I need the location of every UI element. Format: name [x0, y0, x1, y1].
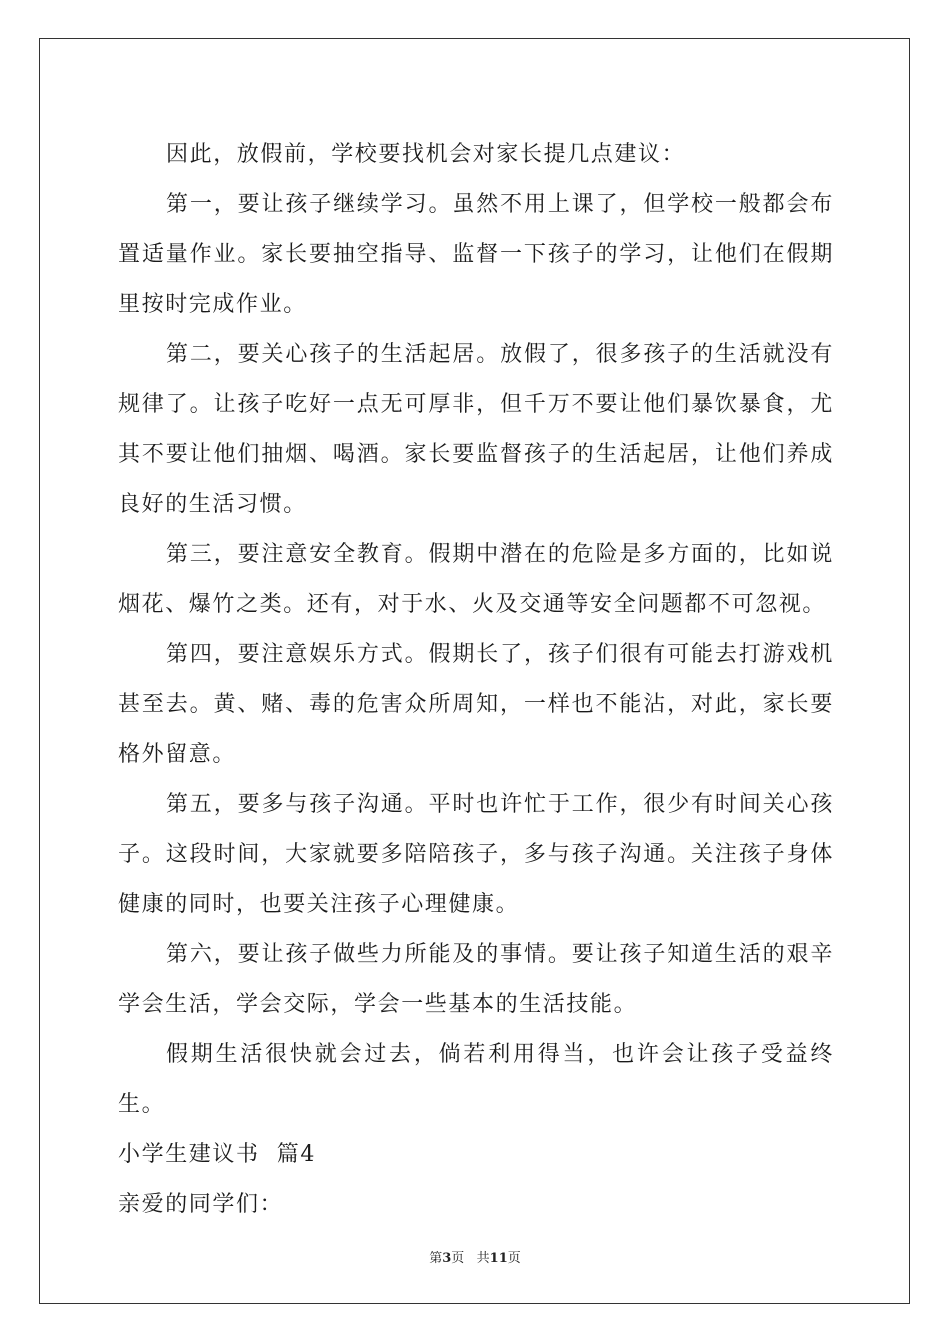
footer-page-number: 3 [442, 1251, 452, 1266]
paragraph-fourth: 第四，要注意娱乐方式。假期长了，孩子们很有可能去打游戏机甚至去。黄、赌、毒的危害众所周知，一样也不能沾，对此，家长要格外留意。 [118, 642, 834, 767]
page-footer [0, 1247, 950, 1266]
paragraph-second: 第二，要关心孩子的生活起居。放假了，很多孩子的生活就没有规律了。让孩子吃好一点无可厚非，但千万不要让他们暴饮暴食，尤其不要让他们抽烟、喝酒。家长要监督孩子的生活起居，让他们养成良好的生活习惯。 [118, 342, 834, 517]
section-heading: 小学生建议书 篇4 [118, 1142, 316, 1167]
paragraph-first: 第一，要让孩子继续学习。虽然不用上课了，但学校一般都会布置适量作业。家长要抽空指导、监督一下孩子的学习，让他们在假期里按时完成作业。 [118, 192, 834, 317]
paragraph-fifth: 第五，要多与孩子沟通。平时也许忙于工作，很少有时间关心孩子。这段时间，大家就要多陪陪孩子，多与孩子沟通。关注孩子身体健康的同时，也要关注孩子心理健康。 [118, 792, 834, 917]
paragraph-conclusion: 假期生活很快就会过去，倘若利用得当，也许会让孩子受益终生。 [118, 1042, 834, 1117]
salutation: 亲爱的同学们： [118, 1192, 284, 1217]
footer-mid: 页 共 [451, 1251, 490, 1266]
paragraph-intro: 因此，放假前，学校要找机会对家长提几点建议： [166, 142, 686, 167]
footer-prefix: 第 [429, 1251, 443, 1266]
paragraph-third: 第三，要注意安全教育。假期中潜在的危险是多方面的，比如说烟花、爆竹之类。还有，对于水、火及交通等安全问题都不可忽视。 [118, 542, 834, 617]
footer-suffix: 页 [507, 1251, 521, 1266]
document-body [118, 130, 834, 1230]
paragraph-sixth: 第六，要让孩子做些力所能及的事情。要让孩子知道生活的艰辛学会生活，学会交际，学会一些基本的生活技能。 [118, 942, 834, 1017]
footer-total-pages: 11 [489, 1251, 508, 1266]
